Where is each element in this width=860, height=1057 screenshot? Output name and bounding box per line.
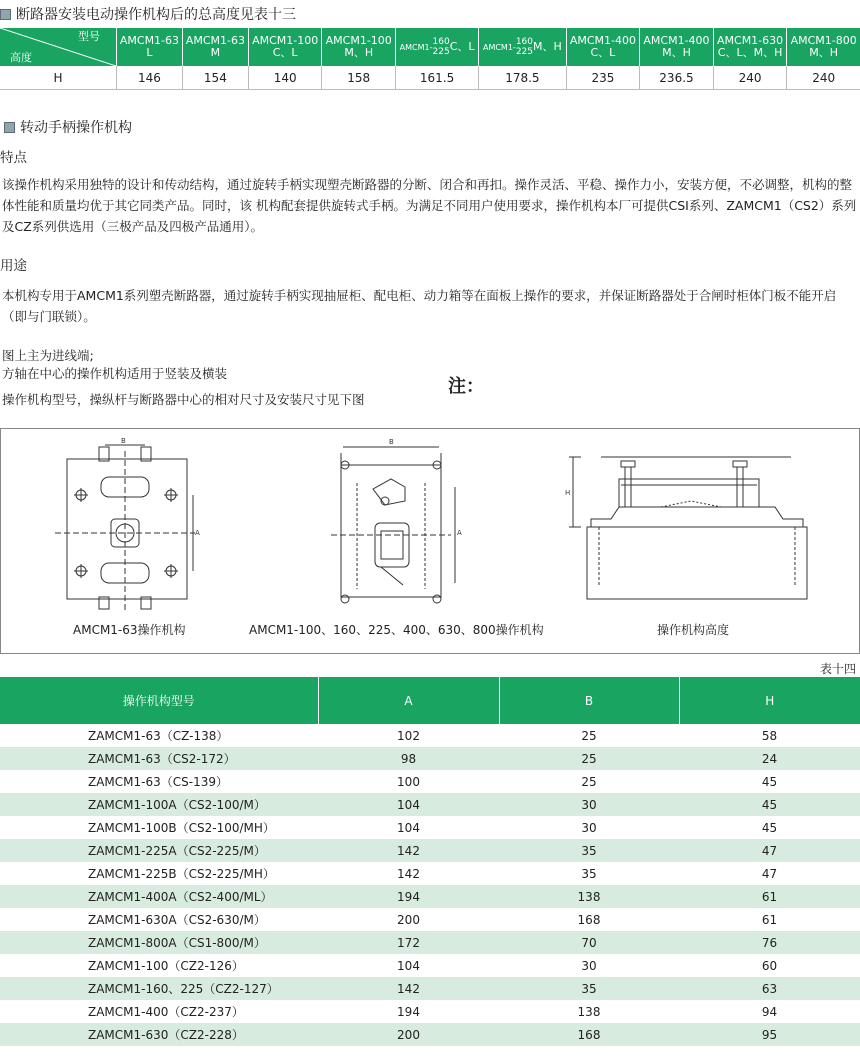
- mechanism-dimension-table: [0, 677, 860, 1046]
- h-cell: 60: [679, 954, 860, 977]
- corner-header-cell: [0, 28, 117, 66]
- caption-mechanism-height: 操作机构高度: [657, 623, 730, 637]
- col-header: AMCM1-400 M、H: [640, 28, 714, 66]
- section-heading-handle-mechanism: [4, 117, 132, 137]
- header-a: A: [318, 677, 499, 724]
- caption-amcm1-63: AMCM1-63操作机构: [73, 623, 186, 637]
- table-row: [0, 954, 860, 977]
- corner-height-label: 高度: [10, 51, 32, 64]
- table-row: [0, 977, 860, 1000]
- a-cell: 102: [318, 724, 499, 747]
- height-table-header: [0, 28, 860, 66]
- h-cell: 47: [679, 839, 860, 862]
- h-cell: 76: [679, 931, 860, 954]
- dim-h-label: H: [565, 489, 571, 497]
- b-cell: 35: [499, 862, 679, 885]
- height-value: 140: [248, 66, 322, 90]
- a-cell: 200: [318, 1023, 499, 1046]
- dim-b-label: B: [121, 437, 126, 445]
- col-header: AMCM1-100 M、H: [322, 28, 396, 66]
- h-cell: 58: [679, 724, 860, 747]
- height-row: [0, 66, 860, 90]
- dim-b-label: B: [389, 438, 394, 446]
- model-cell: ZAMCM1-400（CZ2-237）: [0, 1000, 318, 1023]
- amcm1-63-mechanism-drawing: [55, 437, 215, 617]
- col-header: AMCM1- 160 225 M、H: [479, 28, 566, 66]
- col-header: AMCM1- 160 225 C、L: [396, 28, 479, 66]
- a-cell: 104: [318, 793, 499, 816]
- col-header: AMCM1-63 M: [182, 28, 248, 66]
- h-cell: 95: [679, 1023, 860, 1046]
- table-row: [0, 862, 860, 885]
- model-cell: ZAMCM1-63（CS-139）: [0, 770, 318, 793]
- model-cell: ZAMCM1-630（CZ2-228）: [0, 1023, 318, 1046]
- table-row: [0, 1023, 860, 1046]
- note-line-1: 图上主为进线端;: [2, 348, 94, 363]
- row-label: H: [0, 66, 117, 90]
- square-bullet-icon: [0, 9, 11, 20]
- height-value: 240: [787, 66, 860, 90]
- usage-text: 本机构专用于AMCM1系列塑壳断路器，通过旋转手柄实现抽屉柜、配电柜、动力箱等在面板上操作的要求，并保证断路器处于合闸时柜体门板不能开启（即与门联锁）。: [2, 288, 837, 324]
- h-cell: 61: [679, 908, 860, 931]
- b-cell: 30: [499, 793, 679, 816]
- h-cell: 24: [679, 747, 860, 770]
- h-cell: 45: [679, 816, 860, 839]
- section-title: 断路器安装电动操作机构后的总高度见表十三: [16, 7, 296, 23]
- dim-a-label: A: [195, 529, 200, 537]
- table-row: [0, 816, 860, 839]
- b-cell: 25: [499, 747, 679, 770]
- b-cell: 138: [499, 885, 679, 908]
- a-cell: 104: [318, 954, 499, 977]
- b-cell: 70: [499, 931, 679, 954]
- model-cell: ZAMCM1-63（CS2-172）: [0, 747, 318, 770]
- model-cell: ZAMCM1-225A（CS2-225/M）: [0, 839, 318, 862]
- model-cell: ZAMCM1-800A（CS1-800/M）: [0, 931, 318, 954]
- diagram-panel: [0, 428, 860, 654]
- a-cell: 194: [318, 1000, 499, 1023]
- height-value: 146: [117, 66, 183, 90]
- b-cell: 25: [499, 724, 679, 747]
- model-cell: ZAMCM1-100B（CS2-100/MH）: [0, 816, 318, 839]
- b-cell: 35: [499, 977, 679, 1000]
- b-cell: 35: [499, 839, 679, 862]
- h-cell: 47: [679, 862, 860, 885]
- col-header: AMCM1-400 C、L: [566, 28, 640, 66]
- b-cell: 168: [499, 908, 679, 931]
- header-model: 操作机构型号: [0, 677, 318, 724]
- mechanism-height-drawing: [561, 445, 821, 605]
- height-value: 178.5: [479, 66, 566, 90]
- section-title: 转动手柄操作机构: [20, 120, 132, 136]
- height-value: 161.5: [396, 66, 479, 90]
- table-row: [0, 1000, 860, 1023]
- h-cell: 45: [679, 770, 860, 793]
- a-cell: 200: [318, 908, 499, 931]
- height-value: 158: [322, 66, 396, 90]
- a-cell: 142: [318, 862, 499, 885]
- col-header: AMCM1-63 L: [117, 28, 183, 66]
- section-heading-height-table: [0, 4, 296, 24]
- model-cell: ZAMCM1-400A（CS2-400/ML）: [0, 885, 318, 908]
- h-cell: 61: [679, 885, 860, 908]
- dim-a-label: A: [457, 529, 462, 537]
- table-row: [0, 724, 860, 747]
- header-b: B: [499, 677, 679, 724]
- usage-heading: 用途: [0, 258, 27, 274]
- corner-model-label: 型号: [78, 30, 100, 43]
- note-label: 注：: [448, 376, 484, 397]
- table-row: [0, 931, 860, 954]
- b-cell: 138: [499, 1000, 679, 1023]
- features-heading: 特点: [0, 150, 27, 166]
- model-cell: ZAMCM1-630A（CS2-630/M）: [0, 908, 318, 931]
- note-line-3: 操作机构型号，操纵杆与断路器中心的相对尺寸及安装尺寸见下图: [2, 392, 365, 407]
- header-h: H: [679, 677, 860, 724]
- table-row: [0, 885, 860, 908]
- height-value: 236.5: [640, 66, 714, 90]
- b-cell: 30: [499, 816, 679, 839]
- col-header: AMCM1-800 M、H: [787, 28, 860, 66]
- note-line-2: 方轴在中心的操作机构适用于竖装及横装: [2, 366, 228, 381]
- a-cell: 100: [318, 770, 499, 793]
- h-cell: 63: [679, 977, 860, 1000]
- height-value: 154: [182, 66, 248, 90]
- caption-amcm1-100-800: AMCM1-100、160、225、400、630、800操作机构: [249, 623, 544, 637]
- height-value: 240: [713, 66, 787, 90]
- table-row: [0, 747, 860, 770]
- a-cell: 172: [318, 931, 499, 954]
- model-cell: ZAMCM1-160、225（CZ2-127）: [0, 977, 318, 1000]
- table-row: [0, 908, 860, 931]
- a-cell: 142: [318, 977, 499, 1000]
- table-number: 表十四: [819, 662, 856, 676]
- table-row: [0, 770, 860, 793]
- table-row: [0, 839, 860, 862]
- h-cell: 94: [679, 1000, 860, 1023]
- a-cell: 142: [318, 839, 499, 862]
- model-cell: ZAMCM1-63（CZ-138）: [0, 724, 318, 747]
- height-table: [0, 28, 860, 90]
- square-bullet-icon: [4, 122, 15, 133]
- b-cell: 30: [499, 954, 679, 977]
- b-cell: 168: [499, 1023, 679, 1046]
- col-header: AMCM1-100 C、L: [248, 28, 322, 66]
- col-header: AMCM1-630 C、L、M、H: [713, 28, 787, 66]
- model-cell: ZAMCM1-100（CZ2-126）: [0, 954, 318, 977]
- a-cell: 98: [318, 747, 499, 770]
- h-cell: 45: [679, 793, 860, 816]
- model-cell: ZAMCM1-100A（CS2-100/M）: [0, 793, 318, 816]
- amcm1-100-800-mechanism-drawing: [321, 435, 471, 615]
- b-cell: 25: [499, 770, 679, 793]
- dimension-table-header: [0, 677, 860, 724]
- table-row: [0, 793, 860, 816]
- features-text: 该操作机构采用独特的设计和传动结构，通过旋转手柄实现塑壳断路器的分断、闭合和再扣。操作灵活、平稳、操作力小，安装方便，不必调整，机构的整体性能和质量均优于其它同类产品。同时，该 机构配套提供旋转式手柄。为满足不同用户使用要求，操作机构本厂可提供CSI系列、ZAMCM1（CS2）系列及CZ系列供选用（三极产品及四极产品通用）。: [2, 177, 857, 234]
- a-cell: 194: [318, 885, 499, 908]
- height-value: 235: [566, 66, 640, 90]
- model-cell: ZAMCM1-225B（CS2-225/MH）: [0, 862, 318, 885]
- a-cell: 104: [318, 816, 499, 839]
